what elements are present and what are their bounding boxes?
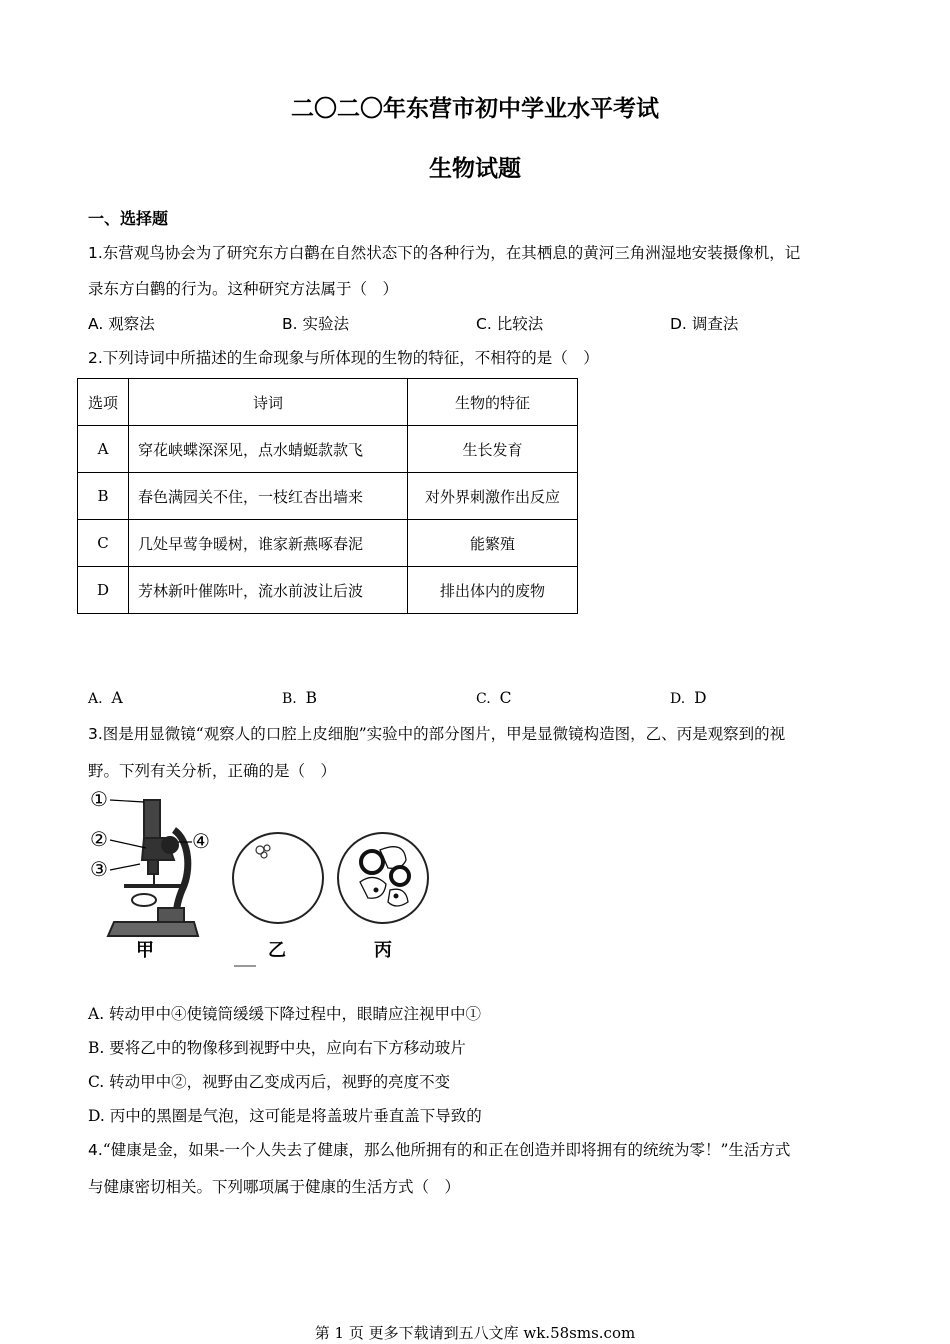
option-key: B. xyxy=(282,691,297,707)
table-cell: 几处早莺争暖树，谁家新燕啄春泥 xyxy=(129,520,408,567)
exam-subtitle: 生物试题 xyxy=(429,155,521,182)
question-3-line-1 xyxy=(88,722,785,744)
table-row xyxy=(78,520,578,567)
table-header: 诗词 xyxy=(129,379,408,426)
q1-option-a[interactable] xyxy=(88,312,155,334)
table-cell: A xyxy=(78,426,129,473)
table-cell: 穿花峡蝶深深见，点水蜻蜓款款飞 xyxy=(129,426,408,473)
question-number: 4. xyxy=(88,1141,103,1159)
q3-option-c[interactable]: C. 转动甲中②，视野由乙变成丙后，视野的亮度不变 xyxy=(88,1073,451,1091)
bubble-icon xyxy=(360,847,409,906)
option-key: D. xyxy=(670,315,687,333)
table-cell: 能繁殖 xyxy=(408,520,578,567)
option-text: C xyxy=(499,689,512,707)
option-key: C. xyxy=(476,691,491,707)
q2-option-a[interactable] xyxy=(88,689,123,707)
question-number: 1. xyxy=(88,244,103,262)
option-text: 实验法 xyxy=(302,315,350,333)
question-text: 图是用显微镜“观察人的口腔上皮细胞”实验中的部分图片，甲是显微镜构造图，乙、丙是观察到的视 xyxy=(102,725,786,743)
table-cell: C xyxy=(78,520,129,567)
question-1-line-2: 录东方白鹳的行为。这种研究方法属于（ ） xyxy=(88,280,399,298)
table-header: 生物的特征 xyxy=(408,379,578,426)
option-text: B xyxy=(305,689,318,707)
view-yi xyxy=(233,833,323,923)
mark-2: ② xyxy=(90,827,108,851)
label-jia: 甲 xyxy=(136,940,154,961)
table-cell: 芳林新叶催陈叶，流水前波让后波 xyxy=(129,567,408,614)
question-number: 2. xyxy=(88,349,103,367)
option-key: A. xyxy=(88,315,104,333)
question-1-line-1 xyxy=(88,241,800,263)
label-bing: 丙 xyxy=(374,940,392,961)
microscope-figure xyxy=(84,790,444,970)
q2-option-b[interactable] xyxy=(282,689,317,707)
option-text: 观察法 xyxy=(108,315,155,333)
option-key: C. xyxy=(476,315,492,333)
table-header-row xyxy=(78,379,578,426)
q1-option-c[interactable] xyxy=(476,312,543,334)
exam-title: 二〇二〇年东营市初中学业水平考试 xyxy=(291,95,659,122)
question-text: “健康是金，如果-一个人失去了健康，那么他所拥有的和正在创造并即将拥有的统统为零！”生活方式 xyxy=(102,1141,791,1159)
poem-table xyxy=(77,378,578,614)
mark-4: ④ xyxy=(192,829,210,853)
table-cell: 春色满园关不住，一枝红杏出墙来 xyxy=(129,473,408,520)
table-cell: 排出体内的废物 xyxy=(408,567,578,614)
section-heading: 一、选择题 xyxy=(88,209,169,228)
option-key: D. xyxy=(670,691,686,707)
q1-option-b[interactable] xyxy=(282,312,349,334)
option-key: A. xyxy=(88,691,103,707)
label-yi: 乙 xyxy=(268,940,286,961)
table-cell: B xyxy=(78,473,129,520)
table-row xyxy=(78,567,578,614)
option-key: B. xyxy=(282,315,298,333)
view-bing xyxy=(338,833,428,923)
q3-option-b[interactable]: B. 要将乙中的物像移到视野中央，应向右下方移动玻片 xyxy=(88,1039,466,1057)
question-3-line-2: 野。下列有关分析，正确的是（ ） xyxy=(88,762,337,780)
mark-1: ① xyxy=(90,790,108,811)
question-text: 下列诗词中所描述的生命现象与所体现的生物的特征，不相符的是（ ） xyxy=(102,349,599,367)
question-text: 东营观鸟协会为了研究东方白鹳在自然状态下的各种行为，在其栖息的黄河三角洲湿地安装摄像机，记 xyxy=(102,244,801,262)
q2-option-c[interactable] xyxy=(476,689,511,707)
question-number: 3. xyxy=(88,725,103,743)
table-row xyxy=(78,473,578,520)
q2-option-d[interactable] xyxy=(670,689,707,707)
cell-cluster-icon xyxy=(256,845,270,858)
option-text: 比较法 xyxy=(496,315,544,333)
question-4-line-1 xyxy=(88,1138,790,1160)
q3-option-a[interactable]: A. 转动甲中④使镜筒缓缓下降过程中，眼睛应注视甲中① xyxy=(88,1005,482,1023)
option-text: A xyxy=(111,689,123,707)
question-2-stem xyxy=(88,346,599,368)
mark-3: ③ xyxy=(90,857,108,881)
q1-option-d[interactable] xyxy=(670,312,738,334)
option-text: D xyxy=(694,689,707,707)
q3-option-d[interactable]: D. 丙中的黑圈是气泡，这可能是将盖玻片垂直盖下导致的 xyxy=(88,1107,482,1125)
table-cell: 生长发育 xyxy=(408,426,578,473)
table-cell: D xyxy=(78,567,129,614)
page-footer: 第 1 页 更多下载请到五八文库 wk.58sms.com xyxy=(314,1324,636,1342)
question-4-line-2: 与健康密切相关。下列哪项属于健康的生活方式（ ） xyxy=(88,1178,461,1196)
table-row xyxy=(78,426,578,473)
table-header: 选项 xyxy=(78,379,129,426)
option-text: 调查法 xyxy=(691,315,739,333)
table-cell: 对外界刺激作出反应 xyxy=(408,473,578,520)
